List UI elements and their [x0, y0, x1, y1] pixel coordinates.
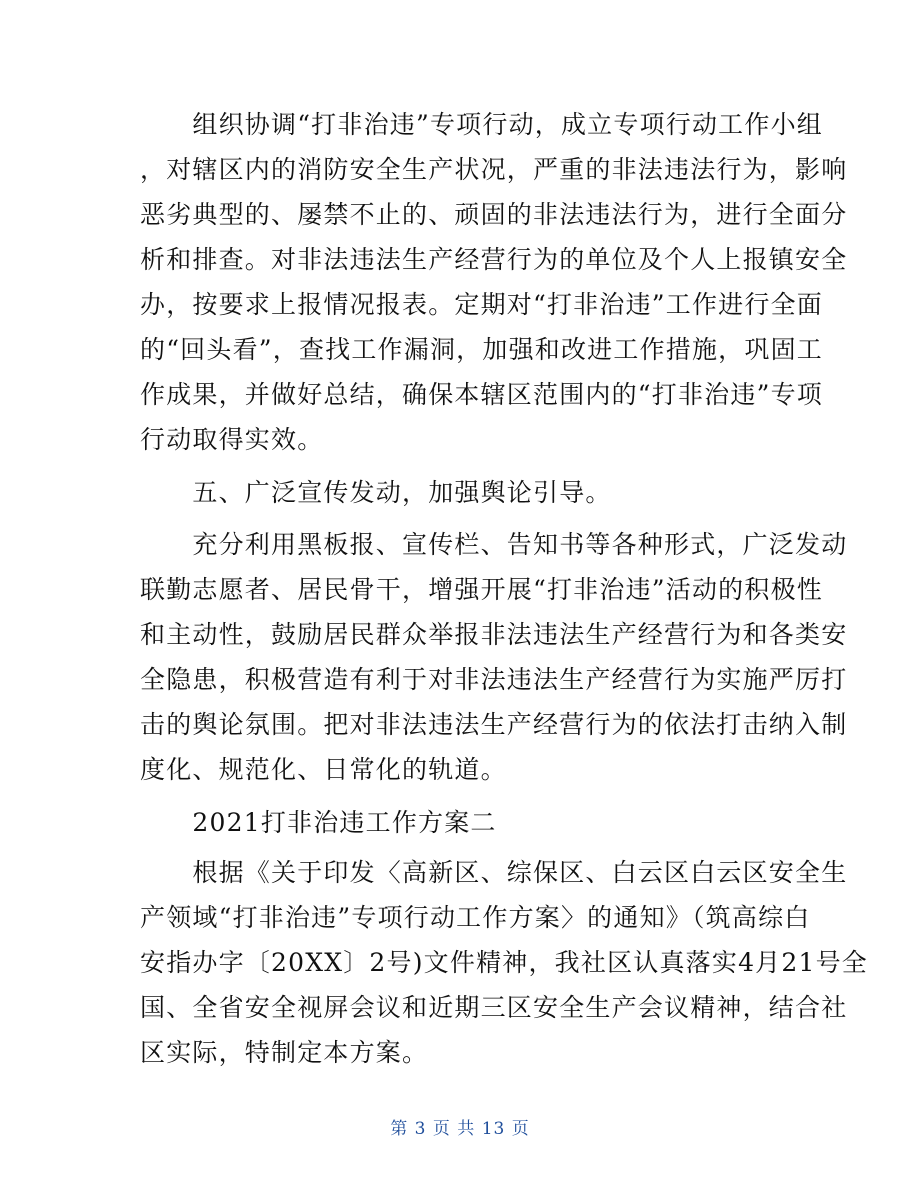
text-line: 击的舆论氛围。把对非法违法生产经营行为的依法打击纳入制: [140, 710, 848, 739]
text-line: ，对辖区内的消防安全生产状况，严重的非法违法行为，影响: [140, 155, 848, 184]
text-line: 充分利用黑板报、宣传栏、告知书等各种形式，广泛发动: [140, 530, 848, 559]
text-line: 作成果，并做好总结，确保本辖区范围内的“打非治违”专项: [140, 380, 823, 409]
text-line: 行动取得实效。: [140, 425, 324, 454]
text-line: 组织协调“打非治违”专项行动，成立专项行动工作小组: [140, 110, 823, 139]
section-heading: 五、广泛宣传发动，加强舆论引导。: [140, 478, 612, 507]
page-number: 第 3 页 共 13 页: [390, 1119, 530, 1139]
text-line: 析和排查。对非法违法生产经营行为的单位及个人上报镇安全: [140, 245, 848, 274]
text-line: 和主动性，鼓励居民群众举报非法违法生产经营行为和各类安: [140, 620, 848, 649]
text-line: 国、全省安全视屏会议和近期三区安全生产会议精神，结合社: [140, 993, 848, 1022]
text-line: 产领域“打非治违”专项行动工作方案〉的通知》（筑高综白: [140, 903, 811, 932]
text-line: 办，按要求上报情况报表。定期对“打非治违”工作进行全面: [140, 290, 823, 319]
text-line: 全隐患，积极营造有利于对非法违法生产经营行为实施严厉打: [140, 665, 848, 694]
text-line: 区实际，特制定本方案。: [140, 1038, 429, 1067]
text-line: 度化、规范化、日常化的轨道。: [140, 755, 507, 784]
section-heading: 2021打非治违工作方案二: [140, 808, 497, 837]
text-line: 的“回头看”，查找工作漏洞，加强和改进工作措施，巩固工: [140, 335, 823, 364]
text-line: 根据《关于印发〈高新区、综保区、白云区白云区安全生: [140, 858, 848, 887]
text-line: 安指办字〔20XX〕2号)文件精神，我社区认真落实4月21号全: [140, 948, 868, 977]
text-line: 联勤志愿者、居民骨干，增强开展“打非治违”活动的积极性: [140, 575, 823, 604]
text-line: 恶劣典型的、屡禁不止的、顽固的非法违法行为，进行全面分: [140, 200, 848, 229]
